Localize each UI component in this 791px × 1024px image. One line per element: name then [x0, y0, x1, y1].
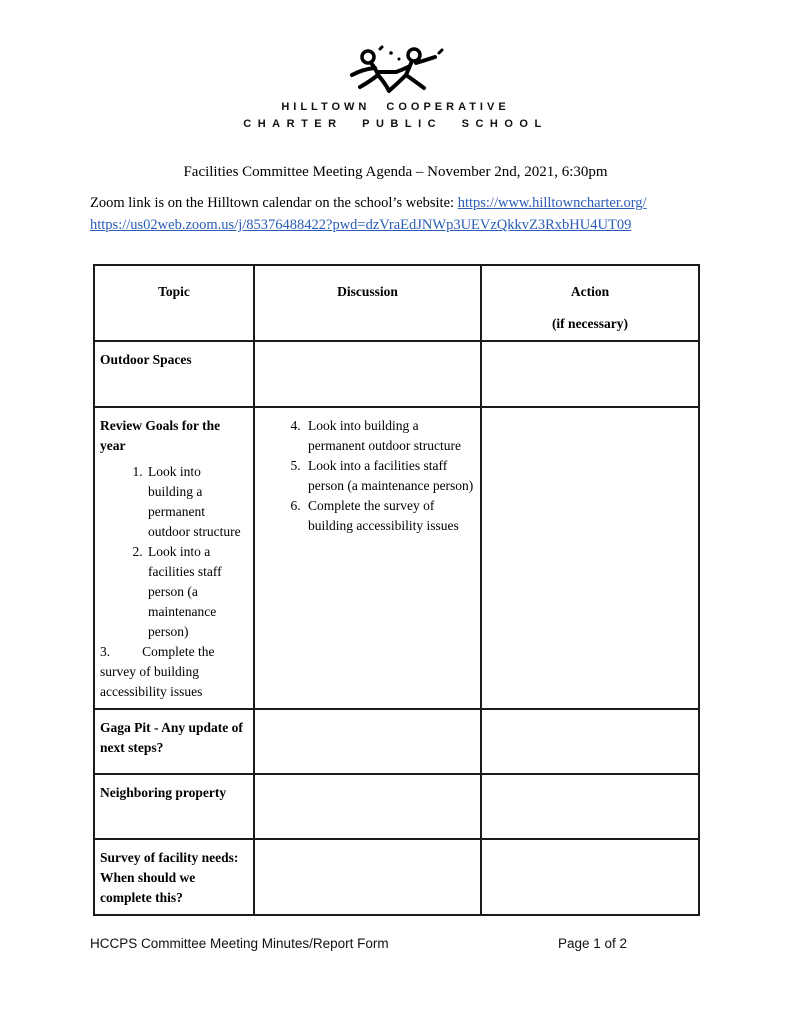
topic-goal-3 — [100, 642, 248, 702]
cell-survey-facility-topic — [94, 839, 254, 915]
row-gaga-pit — [94, 709, 699, 774]
row-outdoor-spaces — [94, 341, 699, 407]
cell-gaga-pit-action — [481, 709, 699, 774]
header-topic-label: Topic — [158, 284, 190, 299]
header-topic — [94, 265, 254, 341]
cell-gaga-pit-discussion — [254, 709, 481, 774]
header-discussion-label: Discussion — [337, 284, 398, 299]
cell-review-goals-action — [481, 407, 699, 709]
discussion-goal-item: 4. Look into building a permanent outdoor structure — [304, 416, 475, 456]
header-action — [481, 265, 699, 341]
cell-neighboring-property-action — [481, 774, 699, 839]
cell-neighboring-property-discussion — [254, 774, 481, 839]
cell-outdoor-spaces-action — [481, 341, 699, 407]
cell-gaga-pit-topic — [94, 709, 254, 774]
row-neighboring-property — [94, 774, 699, 839]
discussion-goals-list — [260, 416, 475, 536]
cell-survey-facility-discussion — [254, 839, 481, 915]
agenda-table — [93, 264, 700, 916]
intro-text: Zoom link is on the Hilltown calendar on the school’s website: — [90, 195, 458, 211]
cell-survey-facility-action — [481, 839, 699, 915]
topic-neighboring-property: Neighboring property — [100, 785, 227, 800]
school-website-link[interactable]: https://www.hilltowncharter.org/ — [457, 195, 647, 211]
topic-outdoor-spaces: Outdoor Spaces — [100, 352, 192, 367]
header-action-label: Action — [570, 284, 610, 299]
cell-outdoor-spaces-topic — [94, 341, 254, 407]
cell-outdoor-spaces-discussion — [254, 341, 481, 407]
header-discussion — [254, 265, 481, 341]
topic-goal-item: 1. Look into building a permanent outdoor structure — [146, 462, 248, 542]
topic-survey-facility: Survey of facility needs: When should we complete this? — [100, 850, 239, 905]
cell-neighboring-property-topic — [94, 774, 254, 839]
header-action-note: (if necessary) — [551, 316, 629, 331]
footer-form-name: HCCPS Committee Meeting Minutes/Report Form — [90, 936, 389, 951]
topic-goal-item: 2. Look into a facilities staff person (a maintenance person) — [146, 542, 248, 642]
topic-goal-3-text: Complete the survey of building accessibility issues — [100, 644, 215, 699]
cell-review-goals-topic — [94, 407, 254, 709]
discussion-goal-item: 6. Complete the survey of building accessibility issues — [304, 496, 475, 536]
school-logo — [0, 44, 791, 130]
topic-gaga-pit: Gaga Pit - Any update of next steps? — [100, 720, 243, 755]
logo-school-name-line2: CHARTER PUBLIC SCHOOL — [243, 118, 548, 130]
row-survey-facility — [94, 839, 699, 915]
logo-children-icon — [335, 44, 457, 100]
topic-review-goals: Review Goals for the year — [100, 418, 221, 453]
zoom-meeting-link[interactable]: https://us02web.zoom.us/j/85376488422?pwd=dzVraEdJNWp3UEVzQkkvZ3RxbHU4UT09 — [90, 217, 632, 233]
topic-goal-3-number: 3. — [100, 644, 111, 659]
cell-review-goals-discussion — [254, 407, 481, 709]
zoom-link-paragraph — [90, 192, 718, 236]
page-footer — [90, 936, 710, 951]
discussion-goal-item: 5. Look into a facilities staff person (a maintenance person) — [304, 456, 475, 496]
page-title: Facilities Committee Meeting Agenda – November 2nd, 2021, 6:30pm — [183, 164, 608, 180]
footer-page-number: Page 1 of 2 — [558, 936, 628, 951]
logo-school-name-line1: HILLTOWN COOPERATIVE — [281, 101, 510, 113]
row-review-goals — [94, 407, 699, 709]
table-header-row — [94, 265, 699, 341]
topic-goals-list — [100, 462, 248, 642]
